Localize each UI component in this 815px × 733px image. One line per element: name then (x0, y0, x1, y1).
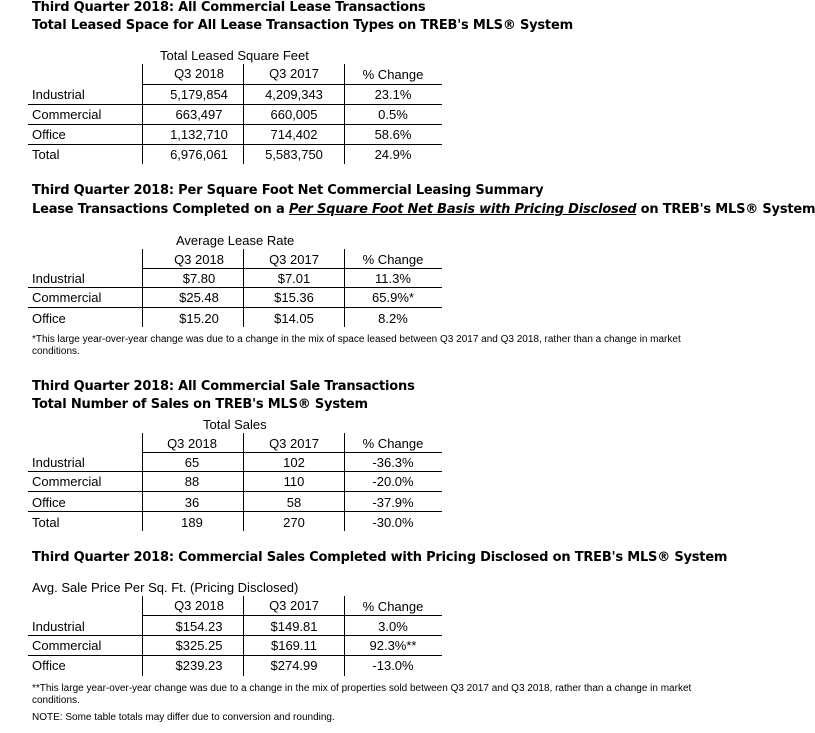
section2-subtitle-emphasis: Per Square Foot Net Basis with Pricing Disclosed (288, 202, 637, 217)
section3-row-change: -20.0% (372, 474, 414, 489)
section1-row-q3-2017: 5,583,750 (265, 147, 323, 162)
section1-col-q3-2018: Q3 2018 (174, 66, 224, 81)
section2-group-header: Average Lease Rate (176, 233, 295, 248)
section2-row-rule (28, 287, 442, 288)
section2-col-divider (344, 249, 345, 327)
section3-row-change: -30.0% (372, 515, 414, 530)
section3-header-rule (142, 452, 442, 453)
section2-col-divider (243, 249, 244, 327)
section1-row-rule (28, 104, 442, 105)
section2-row-label: Commercial (32, 290, 102, 305)
section1-header-rule (142, 84, 442, 85)
section3-row-change: -37.9% (372, 495, 414, 510)
section4-row-change: 92.3%** (369, 638, 417, 653)
section1-row-label: Commercial (32, 107, 102, 122)
section3-row-rule (28, 471, 442, 472)
section2-header-rule (142, 268, 442, 269)
section2-footnote-line1: *This large year-over-year change was due to a change in the mix of space leased between Q3 2017 and Q3 2018, rather than a change in market (32, 334, 681, 345)
section3-col-divider (142, 433, 143, 531)
section4-row-rule (28, 635, 442, 636)
section2-subtitle (32, 202, 815, 217)
section3-row-label: Commercial (32, 474, 102, 489)
section4-row-change: 3.0% (378, 619, 408, 634)
section1-group-header: Total Leased Square Feet (160, 48, 309, 63)
section2-row-q3-2018: $25.48 (179, 290, 219, 305)
section4-col-divider (142, 596, 143, 676)
section2-row-q3-2017: $14.05 (274, 311, 314, 326)
section2-row-q3-2017: $15.36 (274, 290, 314, 305)
section2-row-q3-2017: $7.01 (277, 271, 311, 286)
section3-title: Third Quarter 2018: All Commercial Sale Transactions (32, 379, 415, 394)
section4-col-divider (243, 596, 244, 676)
section1-col-divider (344, 64, 345, 164)
section1-col-divider (142, 64, 143, 164)
section3-row-q3-2018: 36 (184, 495, 200, 510)
section1-row-label: Office (32, 127, 66, 142)
section1-col-change: % Change (362, 67, 424, 82)
section1-row-change: 24.9% (374, 147, 412, 162)
section1-row-rule (28, 124, 442, 125)
section2-row-label: Office (32, 311, 66, 326)
section2-row-rule (28, 307, 442, 308)
section3-col-q3-2018: Q3 2018 (167, 436, 217, 451)
section2-col-divider (142, 249, 143, 327)
section3-row-q3-2018: 189 (181, 515, 203, 530)
section2-col-q3-2018: Q3 2018 (174, 252, 224, 267)
section4-col-q3-2018: Q3 2018 (174, 598, 224, 613)
section3-row-change: -36.3% (372, 455, 414, 470)
section3-row-q3-2018: 65 (184, 455, 200, 470)
section1-row-change: 0.5% (378, 107, 408, 122)
section1-row-q3-2017: 714,402 (270, 127, 318, 142)
section3-row-label: Industrial (32, 455, 85, 470)
section1-row-q3-2018: 1,132,710 (170, 127, 228, 142)
section4-row-q3-2018: $154.23 (175, 619, 223, 634)
section3-row-rule (28, 491, 442, 492)
section3-col-divider (243, 433, 244, 531)
section4-row-rule (28, 655, 442, 656)
section1-row-q3-2017: 660,005 (270, 107, 318, 122)
section1-row-rule (28, 144, 442, 145)
section2-row-q3-2018: $7.80 (182, 271, 216, 286)
section4-group-header: Avg. Sale Price Per Sq. Ft. (Pricing Disclosed) (32, 580, 299, 595)
section2-row-change: 8.2% (378, 311, 408, 326)
section2-row-change: 11.3% (375, 271, 411, 286)
section4-row-label: Office (32, 658, 66, 673)
section4-footnote-line2: conditions. (32, 695, 80, 706)
section3-subtitle: Total Number of Sales on TREB's MLS® System (32, 397, 368, 412)
section2-row-change: 65.9%* (372, 290, 414, 305)
section4-row-change: -13.0% (372, 658, 414, 673)
section4-row-q3-2017: $169.11 (270, 638, 318, 653)
section1-row-q3-2017: 4,209,343 (265, 87, 323, 102)
section1-row-q3-2018: 663,497 (175, 107, 223, 122)
section3-group-header: Total Sales (203, 417, 267, 432)
section3-row-q3-2017: 110 (283, 474, 305, 489)
rounding-note: NOTE: Some table totals may differ due to conversion and rounding. (32, 712, 335, 723)
section3-col-change: % Change (362, 436, 424, 451)
section3-row-label: Office (32, 495, 66, 510)
section4-footnote-line1: **This large year-over-year change was due to a change in the mix of properties sold between Q3 2017 and Q3 2018, rather than a change in market (32, 683, 692, 694)
section3-row-q3-2018: 88 (184, 474, 200, 489)
section1-row-q3-2018: 5,179,854 (170, 87, 228, 102)
section1-row-change: 23.1% (374, 87, 412, 102)
section3-row-label: Total (32, 515, 60, 530)
section3-row-q3-2017: 270 (283, 515, 305, 530)
section3-col-divider (344, 433, 345, 531)
section1-row-q3-2018: 6,976,061 (170, 147, 228, 162)
section4-col-q3-2017: Q3 2017 (269, 598, 319, 613)
section4-row-label: Industrial (32, 619, 85, 634)
section4-row-q3-2017: $149.81 (270, 619, 318, 634)
section4-col-divider (344, 596, 345, 676)
section3-col-q3-2017: Q3 2017 (269, 436, 319, 451)
section3-row-q3-2017: 58 (286, 495, 302, 510)
section4-row-q3-2018: $239.23 (175, 658, 223, 673)
section2-subtitle-pre: Lease Transactions Completed on a (32, 202, 289, 217)
section1-row-change: 58.6% (374, 127, 412, 142)
section2-row-label: Industrial (32, 271, 85, 286)
section1-subtitle: Total Leased Space for All Lease Transaction Types on TREB's MLS® System (32, 18, 573, 33)
section2-footnote-line2: conditions. (32, 346, 80, 357)
section1-title: Third Quarter 2018: All Commercial Lease Transactions (32, 0, 426, 15)
section1-row-label: Industrial (32, 87, 85, 102)
section2-row-q3-2018: $15.20 (179, 311, 219, 326)
section4-row-q3-2018: $325.25 (175, 638, 223, 653)
section4-row-label: Commercial (32, 638, 102, 653)
section3-row-q3-2017: 102 (283, 455, 305, 470)
section4-title: Third Quarter 2018: Commercial Sales Completed with Pricing Disclosed on TREB's MLS® System (32, 550, 728, 565)
section4-header-rule (142, 615, 442, 616)
section2-title: Third Quarter 2018: Per Square Foot Net Commercial Leasing Summary (32, 183, 544, 198)
section1-row-label: Total (32, 147, 60, 162)
section2-col-q3-2017: Q3 2017 (269, 252, 319, 267)
section2-col-change: % Change (362, 252, 424, 267)
section3-row-rule (28, 511, 442, 512)
section2-subtitle-post: on TREB's MLS® System (636, 202, 815, 217)
section1-col-divider (243, 64, 244, 164)
section1-col-q3-2017: Q3 2017 (269, 66, 319, 81)
section4-col-change: % Change (362, 599, 424, 614)
section4-row-q3-2017: $274.99 (270, 658, 318, 673)
